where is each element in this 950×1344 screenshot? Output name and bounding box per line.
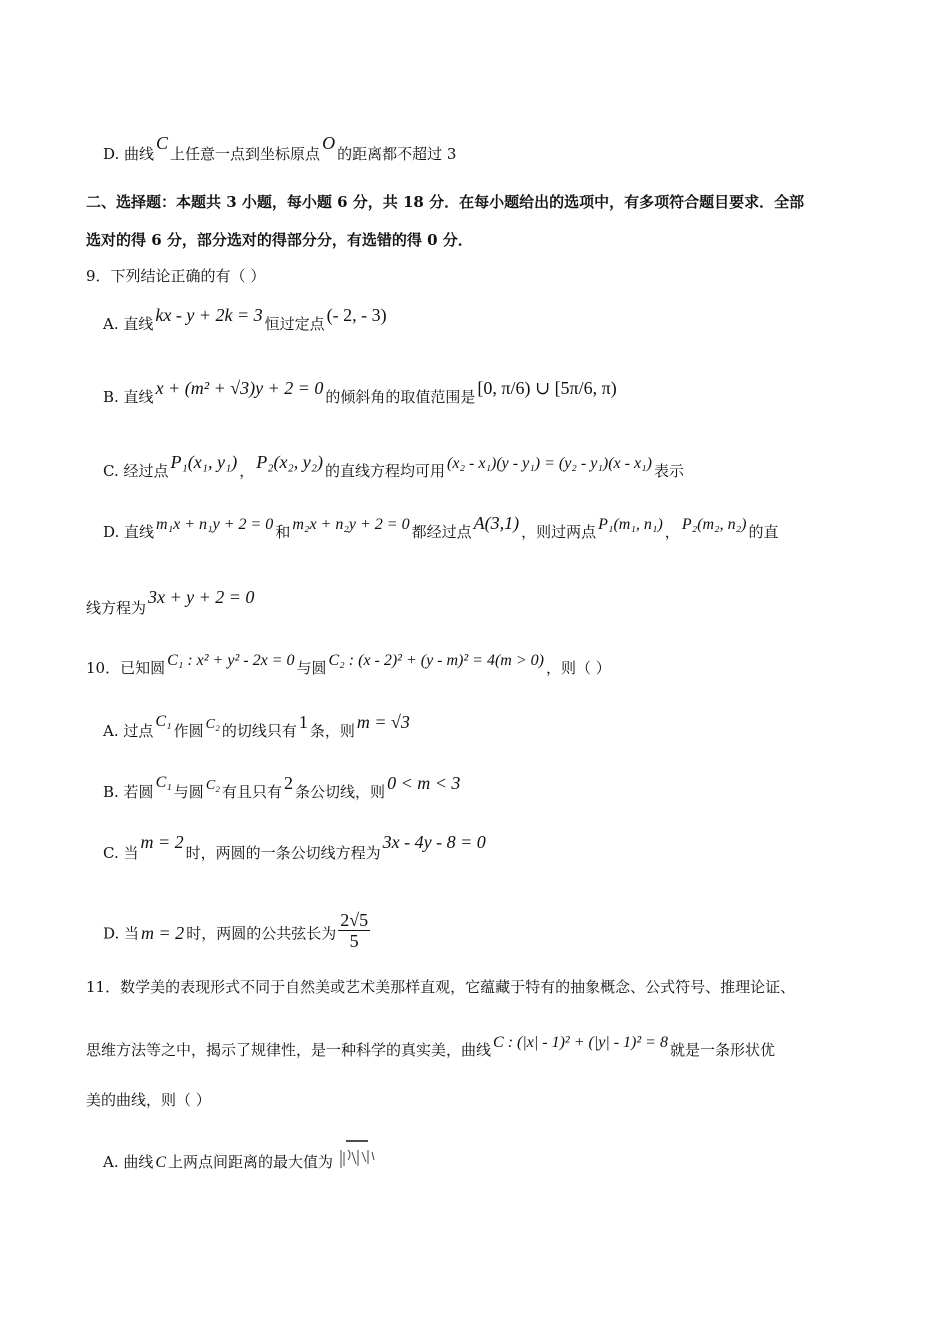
q10-option-a bbox=[103, 712, 412, 743]
q9-c-sep: ， bbox=[239, 462, 255, 480]
q11-a-label: A. 曲线 bbox=[103, 1153, 154, 1171]
q9-d-and: 和 bbox=[275, 523, 291, 541]
q11-line2 bbox=[86, 1034, 775, 1061]
q9-b-mid: 的倾斜角的取值范围是 bbox=[325, 388, 476, 406]
q10-d-fraction bbox=[338, 910, 370, 951]
q10-stem-end: ，则（ ） bbox=[545, 659, 611, 677]
q8-d-label: D. 曲线 bbox=[103, 145, 155, 163]
q10-stem bbox=[86, 652, 611, 679]
q10-circle2: C₂ : (x - 2)² + (y - m)² = 4(m > 0) bbox=[328, 652, 544, 669]
q9-c-end: 表示 bbox=[653, 462, 684, 480]
q8-d-end: 的距离都不超过 3 bbox=[337, 145, 457, 163]
q9-option-c bbox=[103, 452, 684, 482]
q9-d-label: D. 直线 bbox=[103, 523, 155, 541]
q10-c-equation: 3x - 4y - 8 = 0 bbox=[382, 832, 486, 852]
q9-d-mid: 都经过点 bbox=[411, 523, 472, 541]
q10-d-numerator: 2√5 bbox=[340, 910, 369, 930]
q9-c-equation: (x₂ - x₁)(y - y₁) = (y₂ - y₁)(x - x₁) bbox=[447, 455, 652, 472]
q9-c-point2: P₂(x₂, y₂) bbox=[256, 452, 323, 472]
q11-line3: 美的曲线，则（ ） bbox=[86, 1091, 211, 1109]
q10-b-equation: 0 < m < 3 bbox=[387, 773, 461, 793]
q9-option-b bbox=[103, 378, 619, 407]
q9-option-a bbox=[103, 305, 389, 334]
q11-a-mid: 上两点间距离的最大值为 bbox=[168, 1153, 334, 1171]
q10-b-mid2: 有且只有 bbox=[222, 783, 283, 801]
q9-c-mid: 的直线方程均可用 bbox=[325, 462, 446, 480]
q9-b-range: [0, π/6) ∪ [5π/6, π) bbox=[477, 378, 617, 398]
q10-a-equation: m = √3 bbox=[356, 712, 410, 732]
section2-line2: 选对的得 6 分，部分选对的得部分分，有选错的得 0 分． bbox=[86, 231, 473, 249]
q10-b-label: B. 若圆 bbox=[103, 783, 154, 801]
q8-d-curve-c: C bbox=[156, 133, 169, 153]
q10-b-mid: 与圆 bbox=[173, 783, 204, 801]
q10-d-m: m = 2 bbox=[141, 922, 185, 943]
q10-option-b bbox=[103, 773, 462, 804]
q10-with: 与圆 bbox=[296, 659, 327, 677]
q9-d-sep: ， bbox=[664, 523, 680, 541]
q10-c-m: m = 2 bbox=[140, 832, 184, 852]
q10-option-d bbox=[103, 910, 372, 955]
q9-d-equation2: m₂x + n₂y + 2 = 0 bbox=[292, 516, 410, 533]
q9-d-point-a: A(3,1) bbox=[473, 513, 520, 533]
section2-line1: 二、选择题：本题共 3 小题，每小题 6 分，共 18 分．在每小题给出的选项中，有多项符合题目要求．全部 bbox=[86, 193, 805, 211]
q10-d-mid: 时，两圆的公共弦长为 bbox=[186, 924, 337, 943]
q9-d-equation3: 3x + y + 2 = 0 bbox=[148, 587, 255, 607]
q10-d-denominator: 5 bbox=[349, 931, 359, 951]
q11-line2-end: 就是一条形状优 bbox=[669, 1041, 775, 1059]
q10-a-mid: 作圆 bbox=[173, 722, 204, 740]
q10-a-c2: C₂ bbox=[205, 717, 220, 732]
q10-a-c1: C₁ bbox=[155, 713, 172, 730]
q9-a-label: A. 直线 bbox=[103, 315, 154, 333]
q9-option-d-cont bbox=[86, 587, 256, 618]
q11-curve-equation: C : (|x| - 1)² + (|y| - 1)² = 8 bbox=[493, 1034, 668, 1051]
q10-a-one: 1 bbox=[298, 712, 308, 732]
q11-line1: 11．数学美的表现形式不同于自然美或艺术美那样直观，它蕴藏于特有的抽象概念、公式符号、推理论证、 bbox=[86, 978, 796, 996]
q10-b-c2: C₂ bbox=[205, 778, 221, 793]
q9-b-equation: x + (m² + √3)y + 2 = 0 bbox=[155, 378, 324, 398]
q9-c-label: C. 经过点 bbox=[103, 462, 169, 480]
q10-stem-start: 10．已知圆 bbox=[86, 659, 166, 677]
q9-option-d bbox=[103, 513, 779, 543]
q11-a-answer-glyph bbox=[338, 1138, 378, 1172]
q10-a-mid2: 的切线只有 bbox=[221, 722, 297, 740]
q9-a-point: (- 2, - 3) bbox=[326, 305, 387, 325]
q9-d-point2: P₂(m₂, n₂) bbox=[681, 516, 747, 533]
q9-d-point1: P₁(m₁, n₁) bbox=[598, 516, 663, 533]
q10-circle1: C₁ : x² + y² - 2x = 0 bbox=[167, 652, 295, 669]
q11-line2-start: 思维方法等之中，揭示了规律性，是一种科学的真实美，曲线 bbox=[86, 1041, 492, 1059]
q9-stem: 9．下列结论正确的有（ ） bbox=[86, 267, 266, 285]
q10-a-mid3: 条，则 bbox=[309, 722, 355, 740]
q11-a-c: C bbox=[155, 1154, 167, 1171]
q10-c-mid: 时，两圆的一条公切线方程为 bbox=[185, 844, 381, 862]
q8-d-mid: 上任意一点到坐标原点 bbox=[170, 145, 321, 163]
q8-d-origin-o: O bbox=[322, 133, 336, 153]
q10-b-two: 2 bbox=[284, 773, 294, 793]
q10-c-label: C. 当 bbox=[103, 844, 139, 862]
q9-a-mid: 恒过定点 bbox=[264, 315, 325, 333]
q9-d-equation1: m₁x + n₁y + 2 = 0 bbox=[156, 516, 274, 533]
q10-option-c bbox=[103, 832, 488, 863]
q9-b-label: B. 直线 bbox=[103, 388, 154, 406]
q9-d-end: 的直 bbox=[748, 523, 779, 541]
q9-c-point1: P₁(x₁, y₁) bbox=[170, 452, 238, 472]
q9-d-line2: 线方程为 bbox=[86, 599, 147, 617]
q9-d-mid2: ，则过两点 bbox=[521, 523, 597, 541]
q10-d-label: D. 当 bbox=[103, 924, 140, 943]
q8-option-d bbox=[103, 133, 457, 164]
q9-a-equation: kx - y + 2k = 3 bbox=[155, 305, 263, 325]
q10-b-c1: C₁ bbox=[155, 774, 172, 791]
q10-a-label: A. 过点 bbox=[103, 722, 154, 740]
q11-option-a bbox=[103, 1152, 378, 1186]
q10-b-mid3: 条公切线，则 bbox=[295, 783, 386, 801]
